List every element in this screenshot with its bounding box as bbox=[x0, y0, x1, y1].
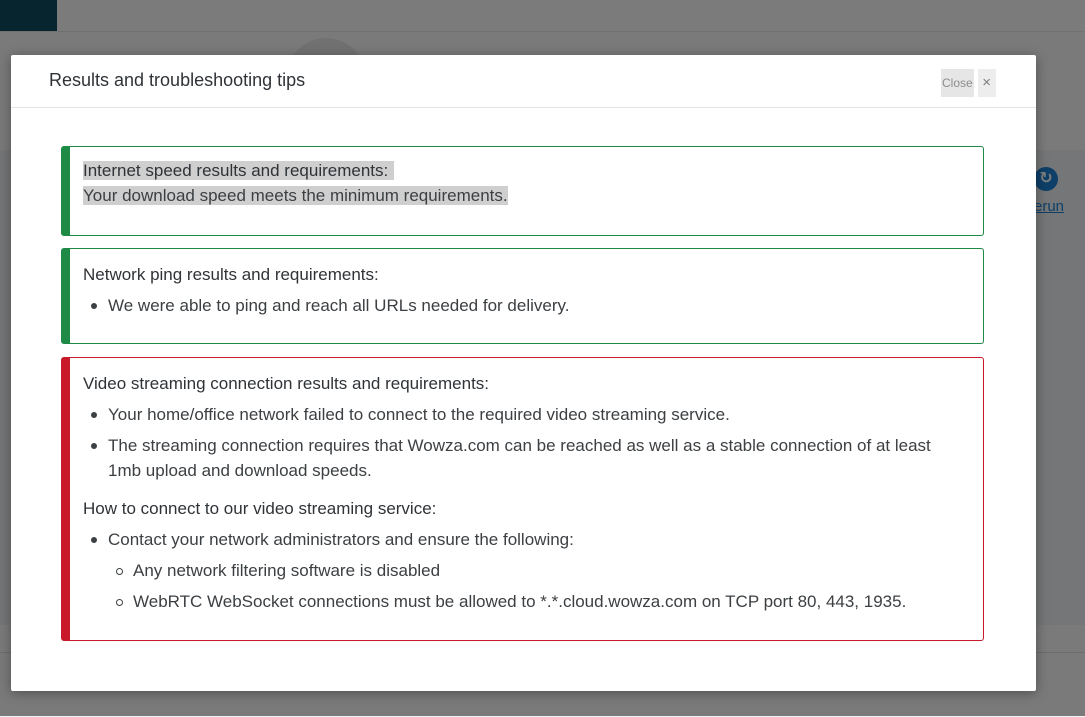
network-ping-heading: Network ping results and requirements: bbox=[83, 265, 379, 284]
howto-list bbox=[83, 527, 965, 614]
video-streaming-heading: Video streaming connection results and requirements: bbox=[83, 374, 490, 393]
close-button[interactable] bbox=[941, 69, 996, 97]
network-ping-list bbox=[83, 293, 965, 318]
list-item: Contact your network administrators and ensure the following: bbox=[83, 527, 965, 552]
list-subitem: Any network filtering software is disabled bbox=[83, 558, 965, 583]
close-label[interactable]: Close bbox=[941, 69, 974, 97]
results-modal bbox=[11, 55, 1036, 691]
modal-header bbox=[11, 55, 1036, 108]
list-subitem: WebRTC WebSocket connections must be allowed to *.*.cloud.wowza.com on TCP port 80, 443, 1935. bbox=[83, 589, 965, 614]
internet-speed-card bbox=[61, 146, 984, 236]
internet-speed-heading: Internet speed results and requirements: bbox=[83, 158, 965, 183]
list-item: Your home/office network failed to connect to the required video streaming service. bbox=[83, 402, 965, 427]
modal-title: Results and troubleshooting tips bbox=[49, 70, 306, 90]
video-streaming-card bbox=[61, 357, 984, 641]
internet-speed-text: Your download speed meets the minimum requirements. bbox=[83, 186, 508, 205]
network-ping-card bbox=[61, 248, 984, 344]
close-icon[interactable]: × bbox=[978, 69, 996, 97]
list-item: The streaming connection requires that Wowza.com can be reached as well as a stable connection of at least 1mb upload and download speeds. bbox=[83, 433, 965, 483]
video-streaming-list bbox=[83, 402, 965, 483]
list-item: We were able to ping and reach all URLs needed for delivery. bbox=[83, 293, 965, 318]
howto-heading: How to connect to our video streaming service: bbox=[83, 499, 437, 518]
